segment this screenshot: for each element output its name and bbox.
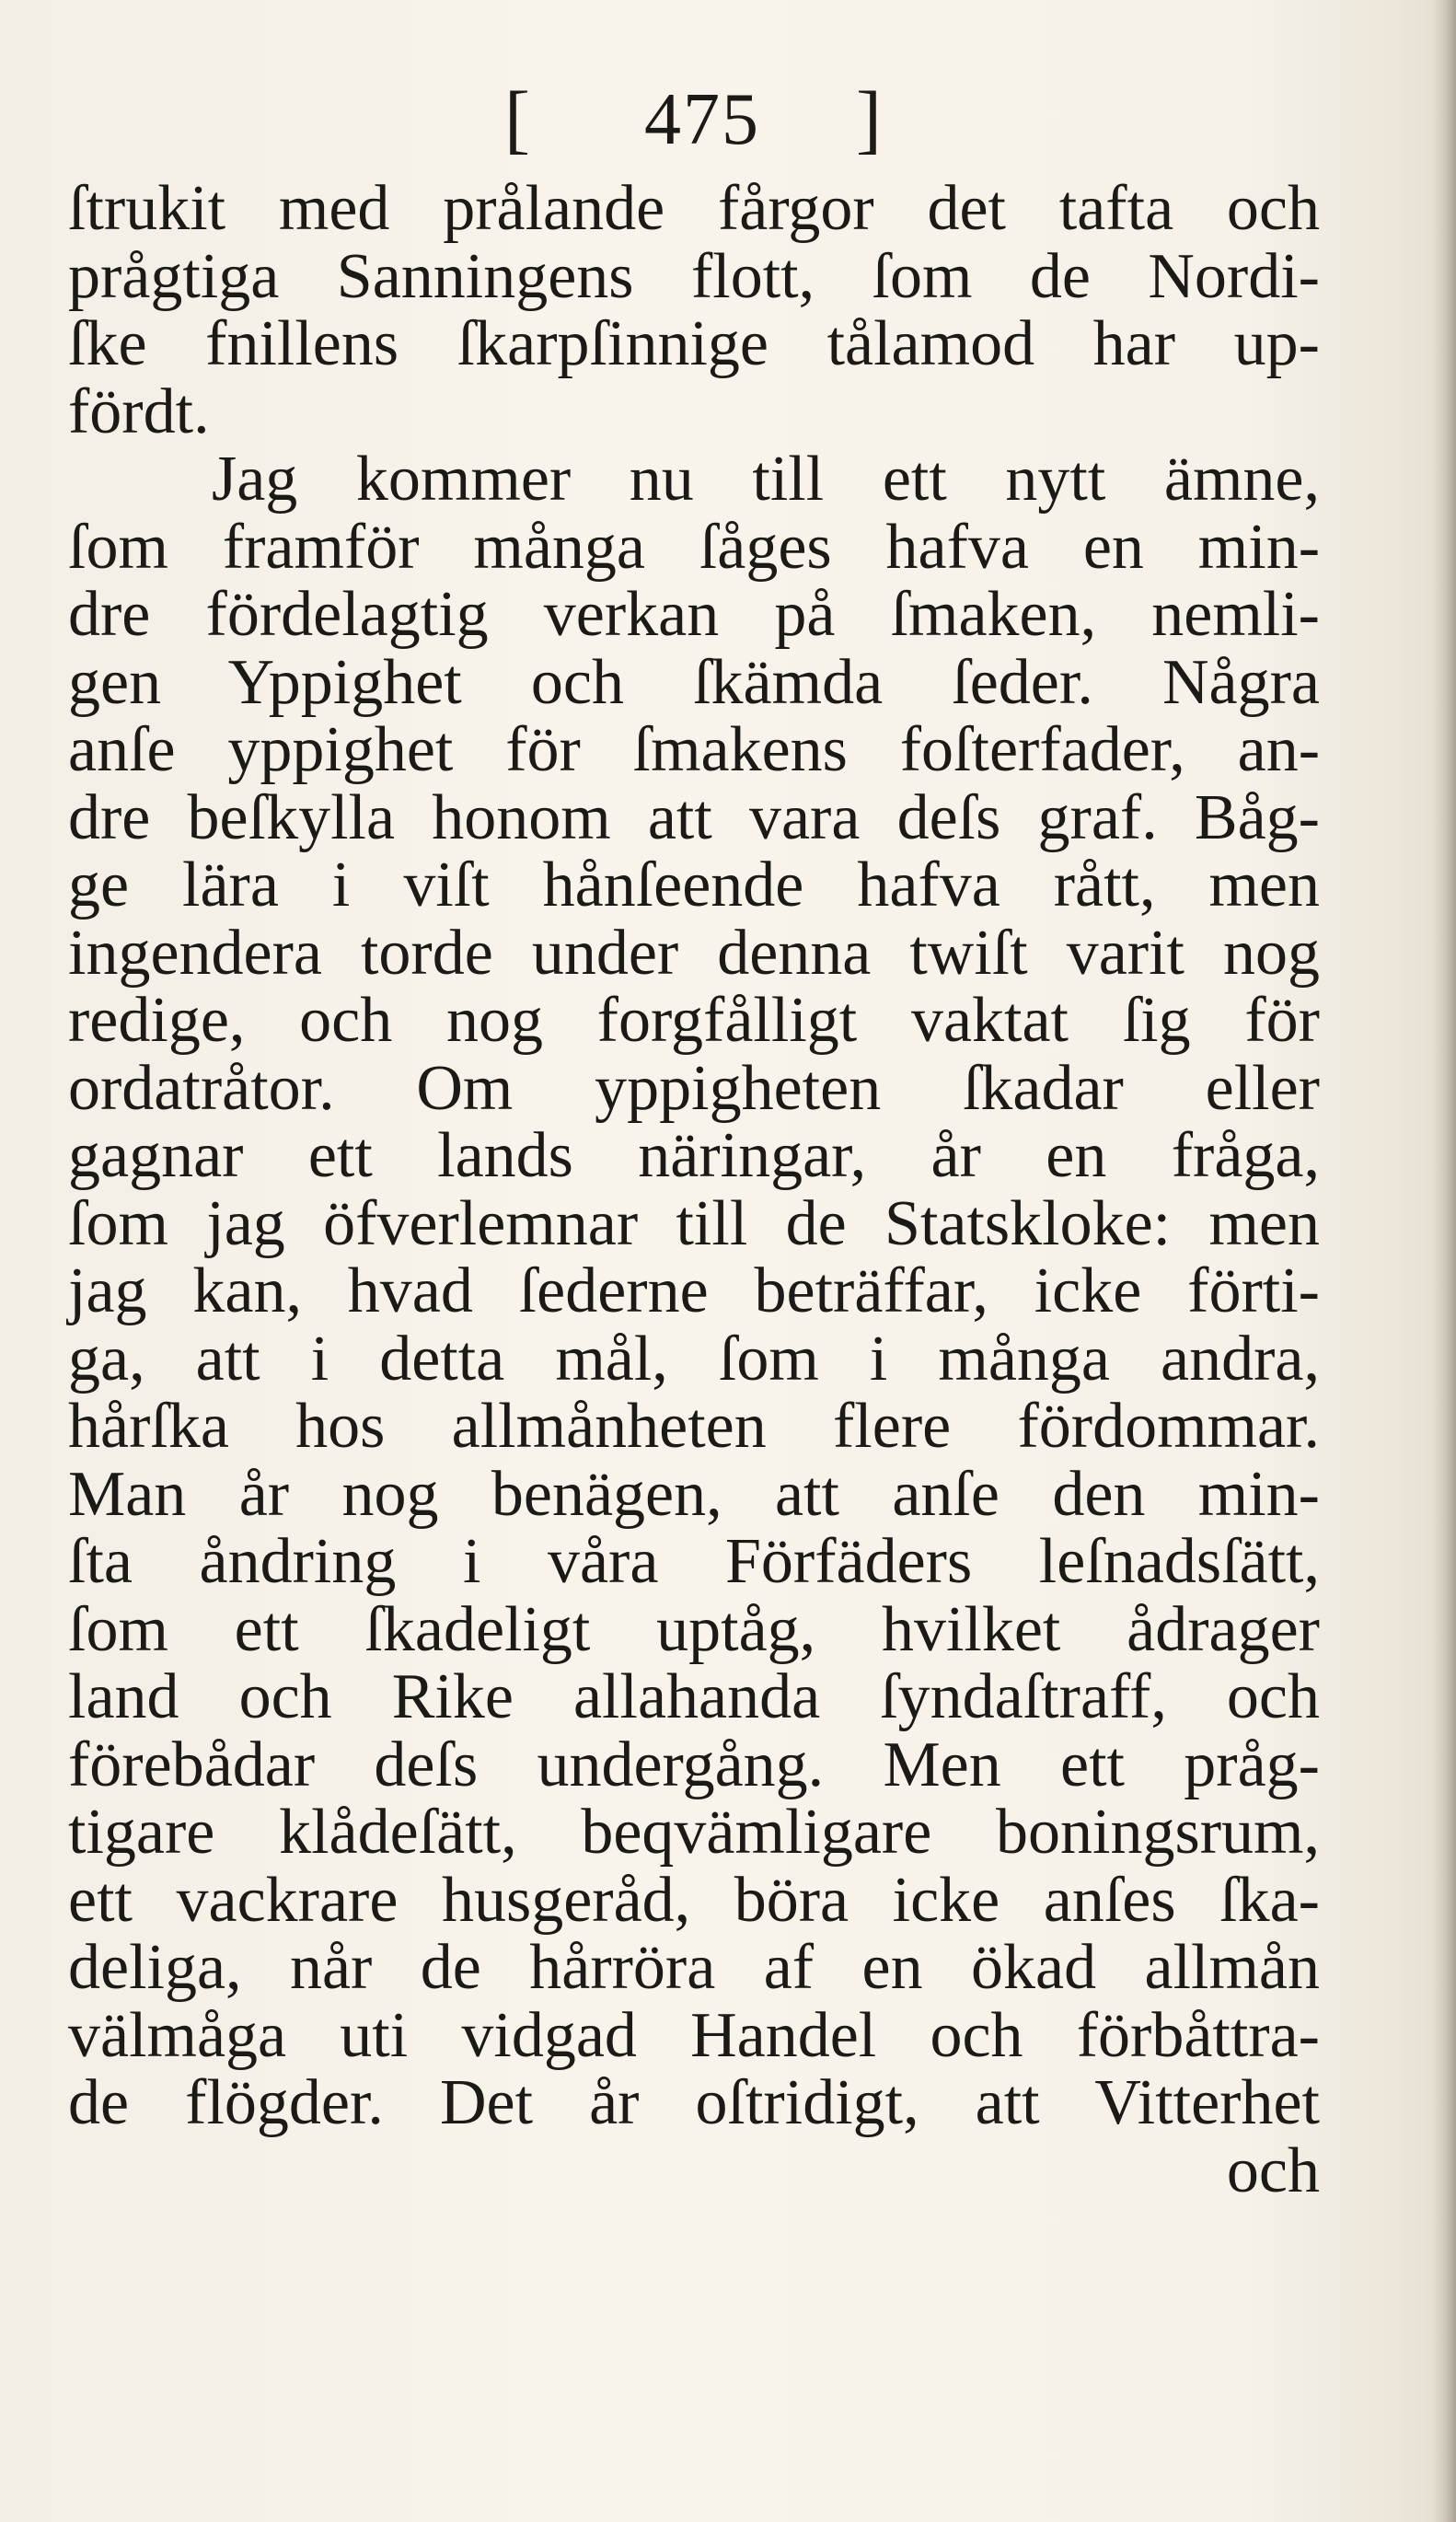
text-line: dre beſkylla honom att vara deſs graf. Båg- bbox=[68, 781, 1320, 853]
text-line: förebådar deſs undergång. Men ett pråg- bbox=[68, 1729, 1320, 1800]
catchword: och bbox=[1226, 2134, 1320, 2206]
text-line: jag kan, hvad ſederne beträffar, icke förti- bbox=[68, 1255, 1320, 1326]
text-line: ſtrukit med prålande fårgor det tafta och bbox=[68, 173, 1320, 244]
text-line: välmåga uti vidgad Handel och förbåttra- bbox=[68, 1999, 1320, 2071]
text-line: land och Rike allahanda ſyndaſtraff, och bbox=[68, 1661, 1320, 1732]
text-line: dre fördelagtig verkan på ſmaken, nemli- bbox=[68, 579, 1320, 650]
text-line: Jag kommer nu till ett nytt ämne, bbox=[212, 444, 1320, 515]
text-line: ſom ett ſkadeligt uptåg, hvilket ådrager bbox=[68, 1593, 1320, 1665]
text-line: ge lära i viſt hånſeende hafva rått, men bbox=[68, 850, 1320, 920]
text-line: deliga, når de hårröra af en ökad allmån bbox=[68, 1932, 1320, 2003]
text-line: gagnar ett lands näringar, år en fråga, bbox=[68, 1120, 1320, 1191]
text-line: fördt. bbox=[68, 376, 210, 447]
text-line: ſom framför många ſåges hafva en min- bbox=[68, 511, 1320, 583]
text-line: prågtiga Sanningens flott, ſom de Nordi- bbox=[68, 240, 1320, 312]
page-number: 475 bbox=[644, 79, 760, 160]
text-line: redige, och nog forgfålligt vaktat ſig för bbox=[68, 985, 1320, 1056]
text-line: ingendera torde under denna twiſt varit nog bbox=[68, 917, 1320, 989]
page-edge-shadow bbox=[1432, 0, 1456, 2522]
text-line: Man år nog benägen, att anſe den min- bbox=[68, 1458, 1320, 1530]
header-bracket-left: [ bbox=[504, 76, 530, 162]
text-line: tigare klådeſätt, beqvämligare boningsrum, bbox=[68, 1797, 1320, 1868]
text-line: ſom jag öfverlemnar till de Statskloke: men bbox=[68, 1187, 1320, 1259]
header-bracket-right: ] bbox=[856, 76, 882, 162]
body-text bbox=[68, 175, 1320, 2204]
text-line: anſe yppighet för ſmakens foſterfader, an- bbox=[68, 714, 1320, 785]
text-line: gen Yppighet och ſkämda ſeder. Några bbox=[68, 646, 1320, 718]
text-line: ſta åndring i våra Förfäders leſnadsſätt, bbox=[68, 1526, 1320, 1597]
text-line: ett vackrare husgeråd, böra icke anſes ſka- bbox=[68, 1864, 1320, 1936]
text-line: hårſka hos allmånheten flere fördommar. bbox=[68, 1391, 1320, 1462]
text-line: ga, att i detta mål, ſom i många andra, bbox=[68, 1323, 1320, 1394]
page-header bbox=[0, 64, 1456, 175]
text-line: ordatråtor. Om yppigheten ſkadar eller bbox=[68, 1052, 1320, 1124]
text-line: de flögder. Det år oſtridigt, att Vitterhet bbox=[68, 2067, 1320, 2138]
text-line: ſke fnillens ſkarpſinnige tålamod har up- bbox=[68, 308, 1320, 379]
